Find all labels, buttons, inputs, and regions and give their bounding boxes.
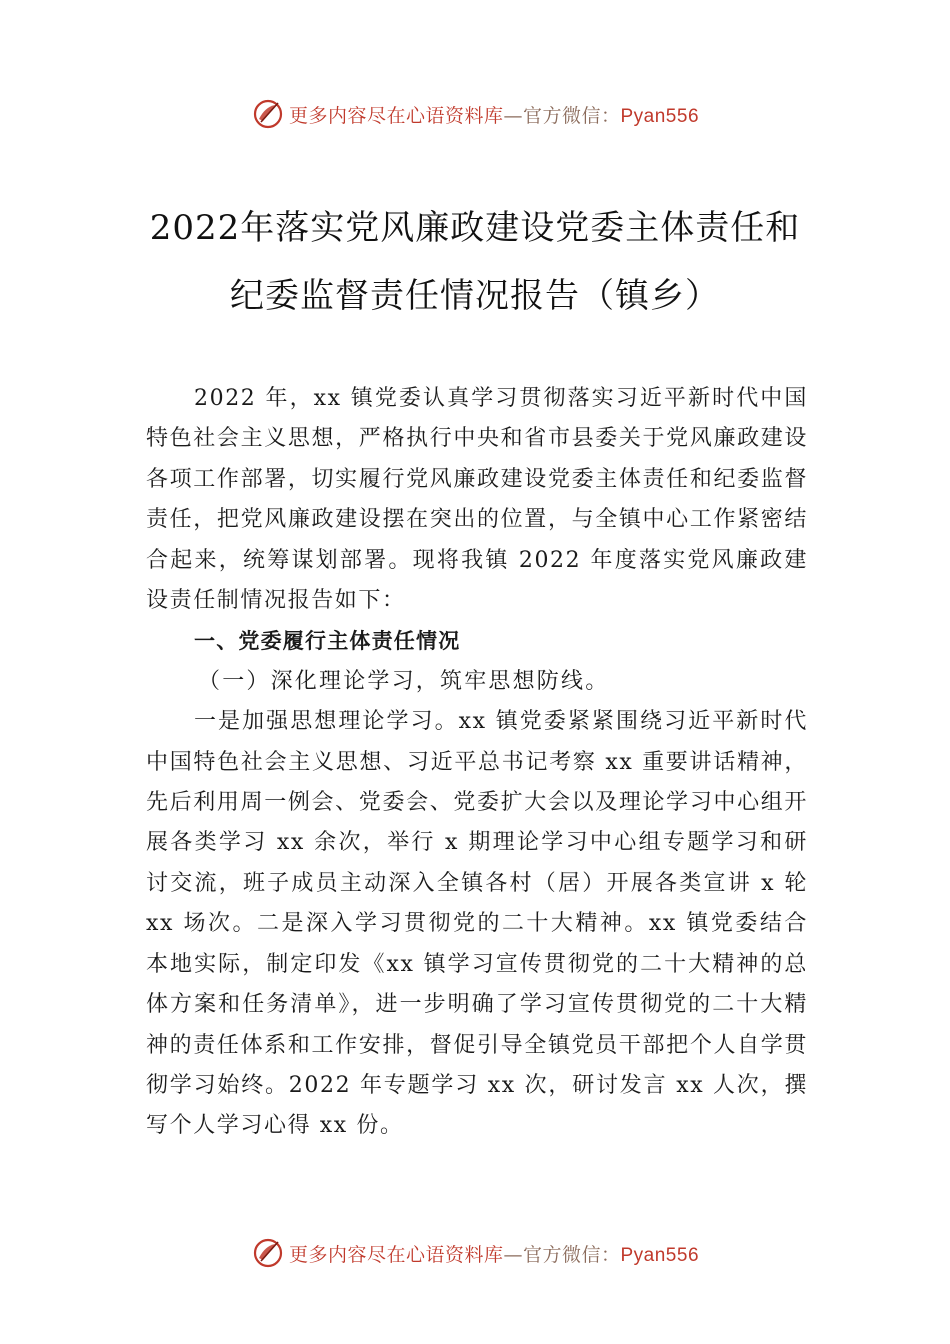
watermark-dash: — bbox=[503, 1243, 523, 1266]
document-title-line1: 2022年落实党风廉政建设党委主体责任和 bbox=[149, 208, 801, 248]
section-heading: 一、党委履行主体责任情况 bbox=[194, 629, 461, 654]
quill-seal-icon bbox=[251, 1236, 285, 1270]
watermark-banner-bottom bbox=[0, 1233, 950, 1273]
body-paragraph: 一是加强思想理论学习。xx 镇党委紧紧围绕习近平新时代中国特色社会主义思想、习近平总书记考察 xx 重要讲话精神，先后利用周一例会、党委会、党委扩大会以及理论学习中心组开展各类学习 xx 余次，举行 x 期理论学习中心组专题学习和研讨交流，班子成员主动深入全镇各村（居）开展各类宣讲 x 轮 xx 场次。二是深入学习贯彻党的二十大精神。xx 镇党委结合本地实际，制定印发《xx 镇学习宣传贯彻党的二十大精神的总体方案和任务清单》，进一步明确了学习宣传贯彻党的二十大精神的责任体系和工作安排，督促引导全镇党员干部把个人自学贯彻学习始终。2022 年专题学习 xx 次，研讨发言 xx 人次，撰写个人学习心得 xx 份。 bbox=[146, 709, 808, 1139]
intro-paragraph: 2022 年，xx 镇党委认真学习贯彻落实习近平新时代中国特色社会主义思想，严格执行中央和省市县委关于党风廉政建设各项工作部署，切实履行党风廉政建设党委主体责任和纪委监督责任，把党风廉政建设摆在突出的位置，与全镇中心工作紧密结合起来，统筹谋划部署。现将我镇 2022 年度落实党风廉政建设责任制情况报告如下： bbox=[146, 386, 808, 614]
watermark-text: 更多内容尽在心语资料库 bbox=[288, 104, 504, 127]
subsection-heading: （一）深化理论学习，筑牢思想防线。 bbox=[198, 668, 610, 694]
wechat-id: Pyan556 bbox=[620, 105, 700, 127]
wechat-id: Pyan556 bbox=[620, 1244, 700, 1266]
wechat-label: 官方微信： bbox=[522, 1243, 621, 1266]
watermark-text: 更多内容尽在心语资料库 bbox=[288, 1243, 504, 1266]
watermark-dash: — bbox=[503, 104, 523, 127]
document-title-line2: 纪委监督责任情况报告（镇乡） bbox=[230, 276, 720, 316]
quill-seal-icon bbox=[251, 97, 285, 131]
watermark-banner-top bbox=[0, 94, 950, 134]
wechat-label: 官方微信： bbox=[522, 104, 621, 127]
document-body bbox=[146, 379, 808, 1147]
